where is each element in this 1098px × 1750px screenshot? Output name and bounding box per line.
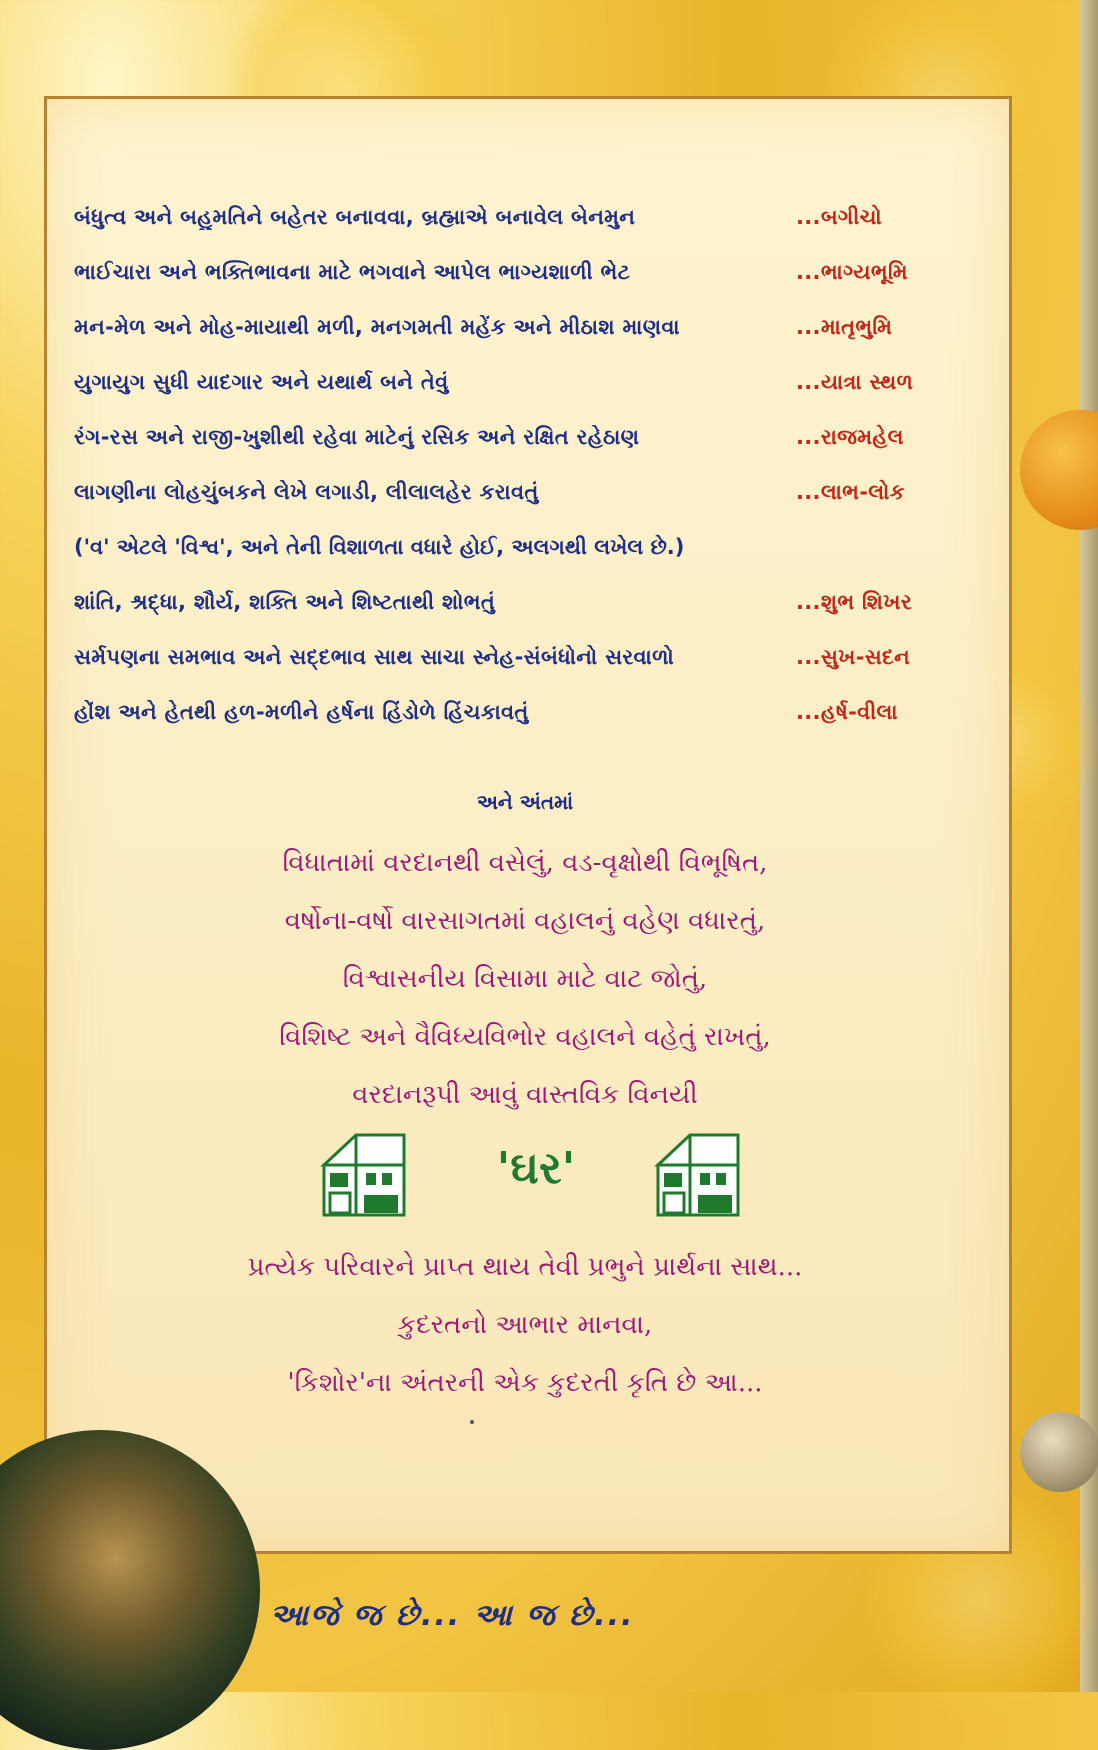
line-keyword: ...રાજમહેલ bbox=[796, 425, 904, 449]
list-item bbox=[74, 465, 954, 520]
list-item bbox=[74, 190, 954, 245]
line-keyword: ...બગીચો bbox=[796, 205, 882, 229]
verse-line: વિધાતામાં વરદાનથી વસેલું, વડ-વૃક્ષોથી વિભૂષિત, bbox=[282, 848, 768, 878]
line-text: ભાઈચારા અને ભક્તિભાવના માટે ભગવાને આપેલ ભાગ્યશાળી ભેટ bbox=[74, 260, 631, 284]
footer-slogan: આજે જ છે... આ જ છે... bbox=[270, 1598, 635, 1633]
line-keyword: ...હર્ષ-વીલા bbox=[796, 700, 898, 724]
verse-line: વરદાનરૂપી આવું વાસ્તવિક વિનયી bbox=[352, 1080, 698, 1110]
house-icon bbox=[316, 1125, 412, 1221]
list-item bbox=[74, 630, 954, 685]
line-text: શાંતિ, શ્રદ્ધા, શૌર્ય, શક્તિ અને શિષ્ટતાથી શોભતું bbox=[74, 590, 496, 614]
line-keyword: ...યાત્રા સ્થળ bbox=[796, 370, 914, 394]
verse-line: વિશિષ્ટ અને વૈવિધ્યવિભોર વહાલને વહેતું રાખતું, bbox=[279, 1022, 771, 1052]
line-keyword: ...લાભ-લોક bbox=[796, 480, 905, 504]
list-item bbox=[74, 685, 954, 740]
line-keyword: ...સુખ-સદન bbox=[796, 645, 911, 669]
line-text: સર્મપણના સમભાવ અને સદ્દભાવ સાથ સાચા સ્નેહ-સંબંધોનો સરવાળો bbox=[74, 645, 675, 669]
planet-decoration bbox=[1020, 1412, 1098, 1492]
list-item bbox=[74, 575, 954, 630]
line-keyword: ...ભાગ્યભૂમિ bbox=[796, 260, 908, 284]
dot-mark bbox=[470, 1420, 474, 1424]
line-text: હોંશ અને હેતથી હળ-મળીને હર્ષના હિંડોળે હિંચકાવતું bbox=[74, 700, 529, 724]
line-text: યુગાયુગ સુધી યાદગાર અને યથાર્થ બને તેવું bbox=[74, 370, 449, 394]
list-item bbox=[74, 300, 954, 355]
house-icon bbox=[650, 1125, 746, 1221]
verse-line: વિશ્વાસનીય વિસામા માટે વાટ જોતું, bbox=[342, 964, 708, 994]
section-heading: અને અંતમાં bbox=[476, 790, 574, 814]
verse-line: કુદરતનો આભાર માનવા, bbox=[397, 1310, 653, 1340]
sun-orb-decoration bbox=[1020, 410, 1098, 530]
line-keyword: ...માતૃભુમિ bbox=[796, 315, 893, 339]
verse-line: વર્ષોના-વર્ષો વારસાગતમાં વહાલનું વહેણ વધારતું, bbox=[284, 906, 766, 936]
verse-block bbox=[44, 834, 1006, 1124]
ghar-banner bbox=[316, 1125, 746, 1225]
list-item bbox=[74, 410, 954, 465]
list-item bbox=[74, 355, 954, 410]
verse-line: પ્રત્યેક પરિવારને પ્રાપ્ત થાય તેવી પ્રભુને પ્રાર્થના સાથ... bbox=[247, 1252, 803, 1282]
closing-verse bbox=[44, 1238, 1006, 1412]
line-text: બંધુત્વ અને બહુમતિને બહેતર બનાવવા, બ્રહ્માએ બનાવેલ બેનમુન bbox=[74, 205, 636, 229]
line-text: લાગણીના લોહચુંબકને લેખે લગાડી, લીલાલહેર કરાવતું bbox=[74, 480, 539, 504]
line-text: રંગ-રસ અને રાજી-ખુશીથી રહેવા માટેનું રસિક અને રક્ષિત રહેઠાણ bbox=[74, 425, 640, 449]
note-text: ('વ' એટલે 'વિશ્વ', અને તેની વિશાળતા વધારે હોઈ, અલગથી લખેલ છે.) bbox=[74, 535, 685, 559]
ghar-title: 'ઘર' bbox=[496, 1143, 576, 1194]
line-keyword: ...શુભ શિખર bbox=[796, 590, 912, 614]
line-text: મન-મેળ અને મોહ-માયાથી મળી, મનગમતી મહેંક અને મીઠાશ માણવા bbox=[74, 315, 680, 339]
acrostic-list bbox=[74, 190, 954, 740]
verse-line: 'કિશોર'ના અંતરની એક કુદરતી કૃતિ છે આ... bbox=[287, 1368, 763, 1398]
list-item bbox=[74, 245, 954, 300]
